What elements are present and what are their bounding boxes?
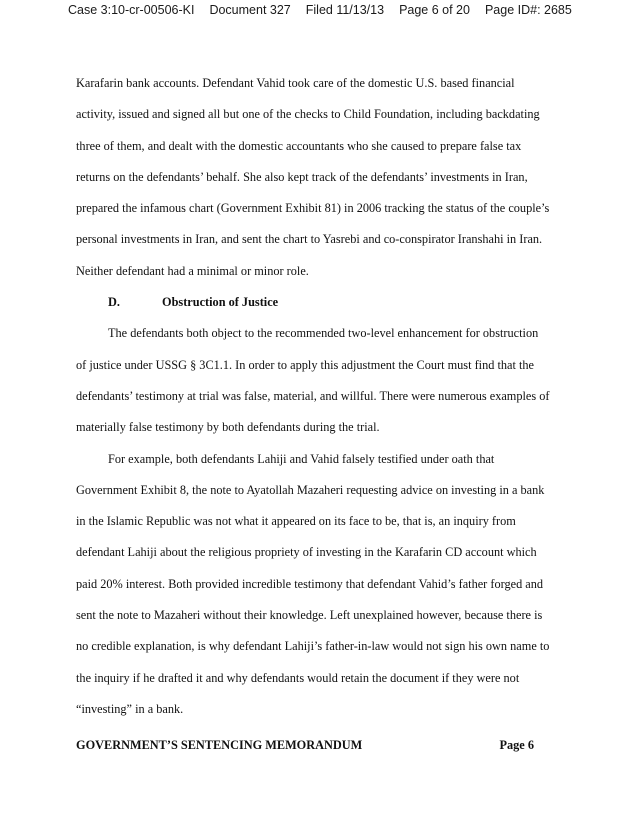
- text-line: materially false testimony by both defendants during the trial.: [76, 420, 380, 435]
- paragraph-first-line: The defendants both object to the recommended two-level enhancement for obstruction: [108, 326, 539, 341]
- document-body: [76, 68, 576, 725]
- ecf-header: [68, 3, 572, 17]
- text-line: returns on the defendants’ behalf. She also kept track of the defendants’ investments in Iran,: [76, 169, 528, 184]
- text-line: personal investments in Iran, and sent the chart to Yasrebi and co-conspirator Iranshahi in Iran.: [76, 232, 543, 247]
- text-line: activity, issued and signed all but one of the checks to Child Foundation, including backdating: [76, 107, 540, 122]
- text-line: Government Exhibit 8, the note to Ayatollah Mazaheri requesting advice on investing in a bank: [76, 482, 545, 497]
- document-number: Document 327: [209, 3, 291, 17]
- text-line: “investing” in a bank.: [76, 701, 184, 716]
- text-line: three of them, and dealt with the domestic accountants who she caused to prepare false tax: [76, 138, 522, 153]
- text-line: prepared the infamous chart (Government Exhibit 81) in 2006 tracking the status of the couple’s: [76, 201, 550, 216]
- text-line: paid 20% interest. Both provided incredible testimony that defendant Vahid’s father forged and: [76, 576, 544, 591]
- footer-title: GOVERNMENT’S SENTENCING MEMORANDUM: [76, 738, 363, 752]
- case-number: Case 3:10-cr-00506-KI: [68, 3, 195, 17]
- page-id: Page ID#: 2685: [484, 3, 572, 17]
- text-line: no credible explanation, is why defendant Lahiji’s father-in-law would not sign his own name to: [76, 639, 550, 654]
- page-footer: [76, 738, 534, 753]
- text-line: the inquiry if he drafted it and why defendants would retain the document if they were not: [76, 670, 520, 685]
- section-title: Obstruction of Justice: [162, 295, 279, 310]
- text-line: in the Islamic Republic was not what it appeared on its face to be, that is, an inquiry from: [76, 514, 516, 529]
- filed-date: Filed 11/13/13: [305, 3, 385, 17]
- text-line: sent the note to Mazaheri without their knowledge. Left unexplained however, because there is: [76, 608, 543, 623]
- text-line: Karafarin bank accounts. Defendant Vahid took care of the domestic U.S. based financial: [76, 76, 515, 90]
- section-number: D.: [108, 295, 120, 310]
- page-count: Page 6 of 20: [399, 3, 470, 17]
- text-line: defendant Lahiji about the religious propriety of investing in the Karafarin CD account which: [76, 545, 537, 560]
- text-line: Neither defendant had a minimal or minor role.: [76, 263, 309, 278]
- section-heading: [76, 287, 576, 318]
- footer-page-number: Page 6: [499, 738, 534, 752]
- text-line: of justice under USSG § 3C1.1. In order to apply this adjustment the Court must find that the: [76, 357, 535, 372]
- text-line: defendants’ testimony at trial was false, material, and willful. There were numerous examples of: [76, 388, 550, 403]
- paragraph-first-line: For example, both defendants Lahiji and Vahid falsely testified under oath that: [108, 451, 495, 466]
